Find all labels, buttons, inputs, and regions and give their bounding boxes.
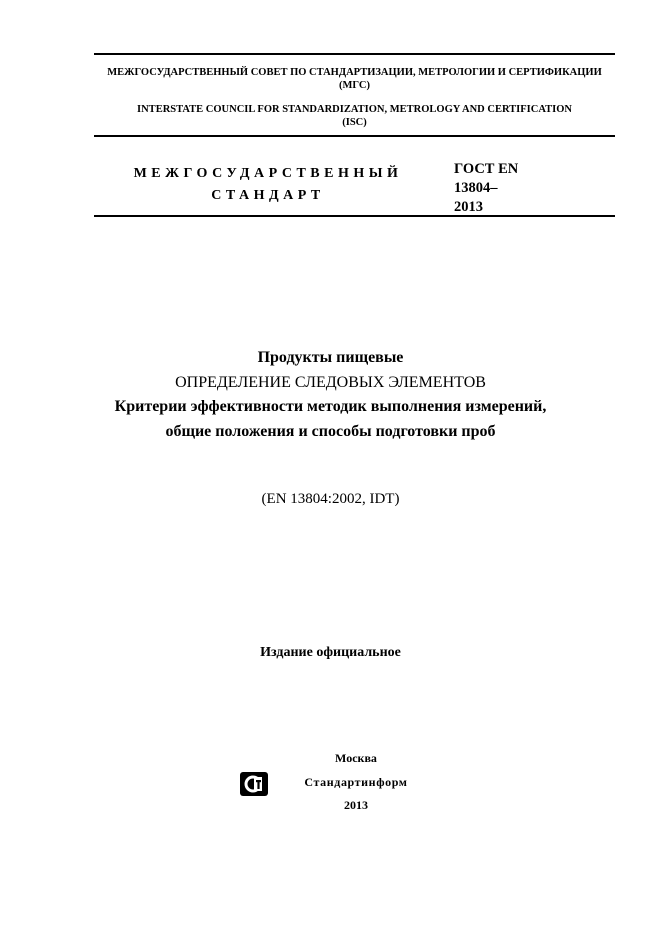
title-line4: общие положения и способы подготовки проб <box>165 422 496 440</box>
standard-type-line1: МЕЖГОСУДАРСТВЕННЫЙ <box>133 166 403 181</box>
standard-reference: (EN 13804:2002, IDT) <box>261 491 400 507</box>
standard-designation <box>454 160 534 217</box>
council-ru-abbr: (МГС) <box>338 80 371 91</box>
top-rule <box>94 53 615 55</box>
edition-label: Издание официальное <box>260 645 401 660</box>
designation-line2: 13804– <box>454 180 498 196</box>
standard-type-line2: СТАНДАРТ <box>211 188 325 203</box>
council-en-abbr: (ISC) <box>342 117 367 128</box>
standartinform-logo-icon <box>239 771 269 797</box>
bottom-rule <box>94 215 615 217</box>
title-line1: Продукты пищевые <box>257 349 404 366</box>
council-en-name: INTERSTATE COUNCIL FOR STANDARDIZATION, METROLOGY AND CERTIFICATION <box>137 104 572 115</box>
council-ru-name: МЕЖГОСУДАРСТВЕННЫЙ СОВЕТ ПО СТАНДАРТИЗАЦИИ, МЕТРОЛОГИИ И СЕРТИФИКАЦИИ <box>107 67 602 78</box>
council-en <box>84 103 625 129</box>
designation-line3: 2013 <box>454 199 483 215</box>
middle-rule <box>94 135 615 137</box>
council-ru <box>84 66 625 92</box>
standard-type <box>120 163 416 207</box>
document-title <box>60 346 601 444</box>
title-line3: Критерии эффективности методик выполнения измерений, <box>114 398 547 415</box>
imprint-publisher: Стандартинформ <box>304 775 408 789</box>
imprint-city: Москва <box>335 751 377 765</box>
title-line2: ОПРЕДЕЛЕНИЕ СЛЕДОВЫХ ЭЛЕМЕНТОВ <box>175 373 486 391</box>
imprint-year: 2013 <box>344 798 368 812</box>
designation-line1: ГОСТ EN <box>454 161 519 177</box>
